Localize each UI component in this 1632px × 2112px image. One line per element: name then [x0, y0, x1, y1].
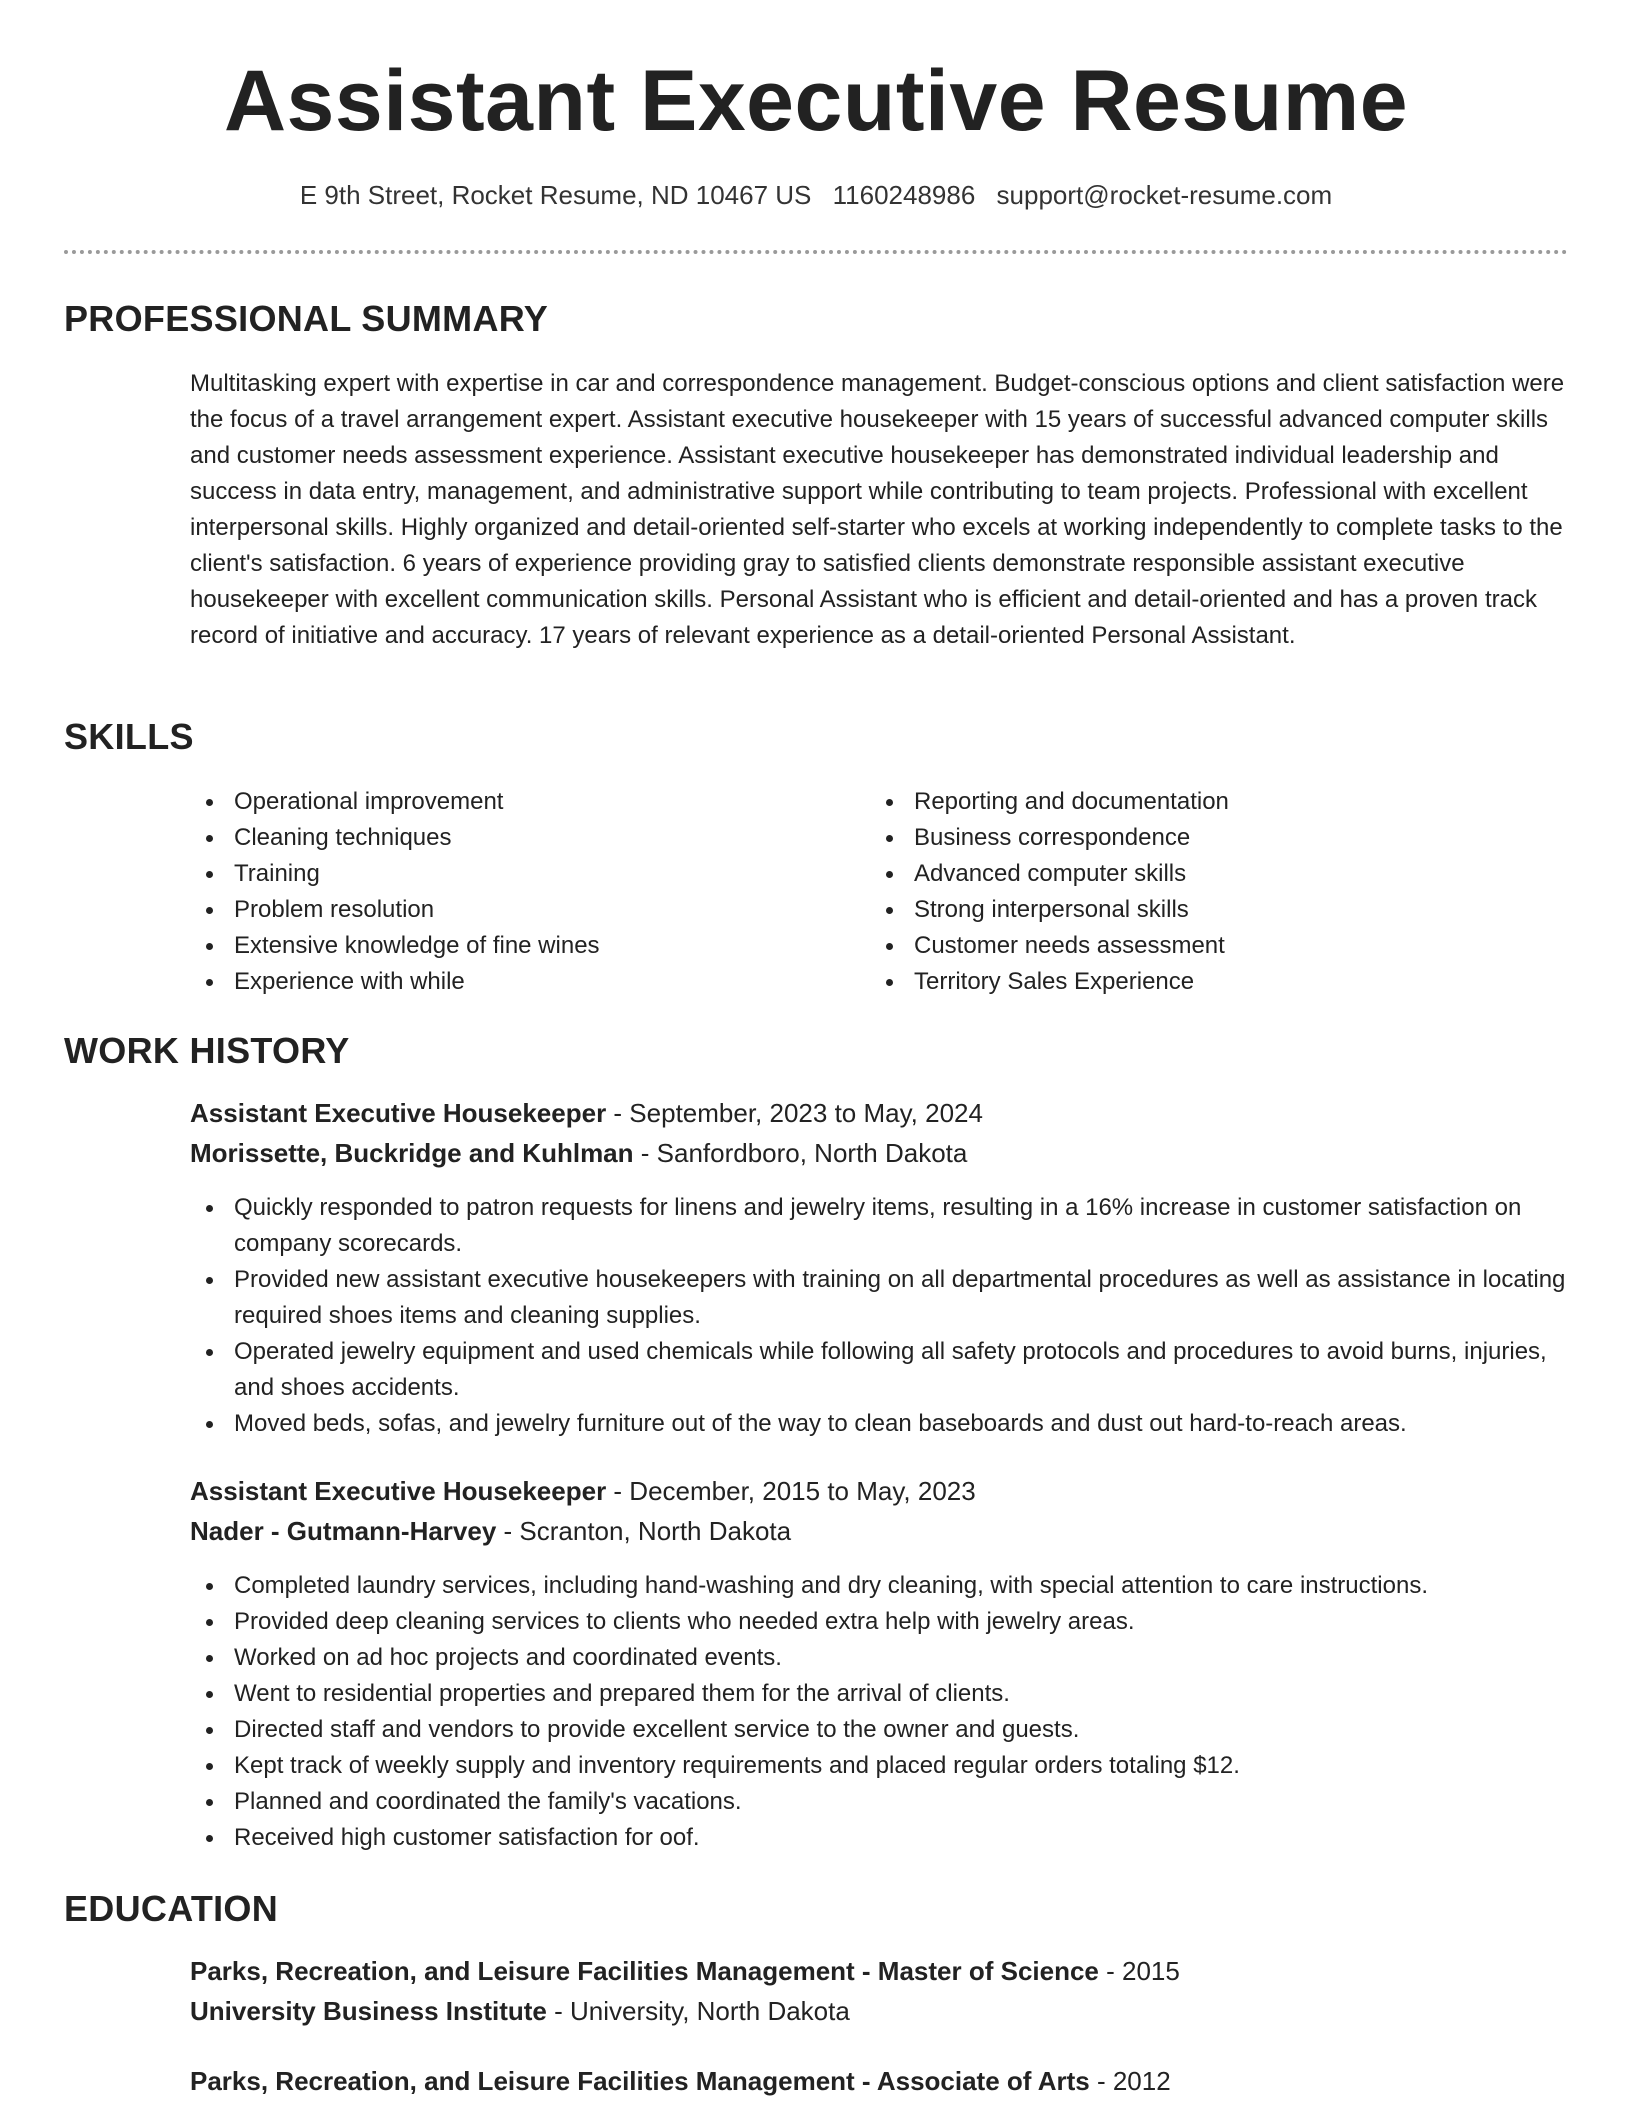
job-bullet: Quickly responded to patron requests for linens and jewelry items, resulting in a 16% increase in customer satisfaction on company scorecards.	[190, 1190, 1570, 1262]
skill-item: Business correspondence	[870, 820, 1530, 856]
skill-item: Extensive knowledge of fine wines	[190, 928, 850, 964]
job-title: Assistant Executive Housekeeper	[190, 1098, 607, 1128]
job-title-line	[190, 1476, 976, 1507]
contact-email: support@rocket-resume.com	[996, 180, 1333, 210]
job-location: - Sanfordboro, North Dakota	[633, 1138, 968, 1168]
education-school-line	[190, 1996, 850, 2027]
work-history-heading: WORK HISTORY	[64, 1030, 350, 1071]
education-year: - 2015	[1098, 1956, 1180, 1986]
job-company-line	[190, 1516, 791, 1547]
job-bullet: Moved beds, sofas, and jewelry furniture out of the way to clean baseboards and dust out hard-to-reach areas.	[190, 1406, 1570, 1442]
skill-item: Advanced computer skills	[870, 856, 1530, 892]
job-bullets	[190, 1568, 1570, 1856]
skill-item: Territory Sales Experience	[870, 964, 1530, 1000]
job-bullet: Provided deep cleaning services to clients who needed extra help with jewelry areas.	[190, 1604, 1570, 1640]
job-company: Morissette, Buckridge and Kuhlman	[190, 1138, 634, 1168]
skills-list-left	[190, 784, 850, 1000]
skill-item: Problem resolution	[190, 892, 850, 928]
job-bullet: Worked on ad hoc projects and coordinated events.	[190, 1640, 1570, 1676]
skill-item: Training	[190, 856, 850, 892]
header-divider	[64, 250, 1568, 254]
contact-address: E 9th Street, Rocket Resume, ND 10467 US	[299, 180, 812, 210]
education-heading: EDUCATION	[64, 1888, 279, 1929]
skill-item: Experience with while	[190, 964, 850, 1000]
job-company: Nader - Gutmann-Harvey	[190, 1516, 497, 1546]
job-title: Assistant Executive Housekeeper	[190, 1476, 607, 1506]
education-year: - 2012	[1089, 2066, 1171, 2096]
skill-item: Operational improvement	[190, 784, 850, 820]
skill-item: Customer needs assessment	[870, 928, 1530, 964]
job-dates: - December, 2015 to May, 2023	[606, 1476, 976, 1506]
job-bullet: Operated jewelry equipment and used chemicals while following all safety protocols and procedures to avoid burns, injuries, and shoes accidents.	[190, 1334, 1570, 1406]
education-school: University Business Institute	[190, 1996, 547, 2026]
job-bullet: Directed staff and vendors to provide excellent service to the owner and guests.	[190, 1712, 1570, 1748]
education-location: - University, North Dakota	[546, 1996, 850, 2026]
job-bullet: Kept track of weekly supply and inventory requirements and placed regular orders totaling $12.	[190, 1748, 1570, 1784]
skill-item: Strong interpersonal skills	[870, 892, 1530, 928]
job-title-line	[190, 1098, 983, 1129]
job-company-line	[190, 1138, 967, 1169]
education-degree: Parks, Recreation, and Leisure Facilities Management - Master of Science	[190, 1956, 1099, 1986]
education-degree-line	[190, 2066, 1171, 2097]
resume-title: Assistant Executive Resume	[223, 53, 1409, 149]
skills-heading: SKILLS	[64, 716, 194, 757]
contact-line	[0, 180, 1632, 211]
job-bullet: Completed laundry services, including hand-washing and dry cleaning, with special attention to care instructions.	[190, 1568, 1570, 1604]
summary-text: Multitasking expert with expertise in car and correspondence management. Budget-conscious options and client satisfaction were the focus of a travel arrangement expert. Assistant executive housekeeper with 15 years of successful advanced computer skills and customer needs assessment experience. Assistant executive housekeeper has demonstrated individual leadership and success in data entry, management, and administrative support while contributing to team projects. Professional with excellent interpersonal skills. Highly organized and detail-oriented self-starter who excels at working independently to complete tasks to the client's satisfaction. 6 years of experience providing gray to satisfied clients demonstrate responsible assistant executive housekeeper with excellent communication skills. Personal Assistant who is efficient and detail-oriented and has a proven track record of initiative and accuracy. 17 years of relevant experience as a detail-oriented Personal Assistant.	[190, 370, 1565, 649]
job-bullets	[190, 1190, 1570, 1442]
contact-phone: 1160248986	[832, 180, 976, 210]
job-dates: - September, 2023 to May, 2024	[606, 1098, 983, 1128]
skill-item: Cleaning techniques	[190, 820, 850, 856]
skills-list-right	[870, 784, 1530, 1000]
job-bullet: Planned and coordinated the family's vacations.	[190, 1784, 1570, 1820]
job-bullet: Went to residential properties and prepared them for the arrival of clients.	[190, 1676, 1570, 1712]
skill-item: Reporting and documentation	[870, 784, 1530, 820]
job-bullet: Received high customer satisfaction for oof.	[190, 1820, 1570, 1856]
job-location: - Scranton, North Dakota	[496, 1516, 792, 1546]
education-degree-line	[190, 1956, 1180, 1987]
summary-heading: PROFESSIONAL SUMMARY	[64, 298, 549, 339]
education-degree: Parks, Recreation, and Leisure Facilities Management - Associate of Arts	[190, 2066, 1090, 2096]
job-bullet: Provided new assistant executive housekeepers with training on all departmental procedures as well as assistance in locating required shoes items and cleaning supplies.	[190, 1262, 1570, 1334]
